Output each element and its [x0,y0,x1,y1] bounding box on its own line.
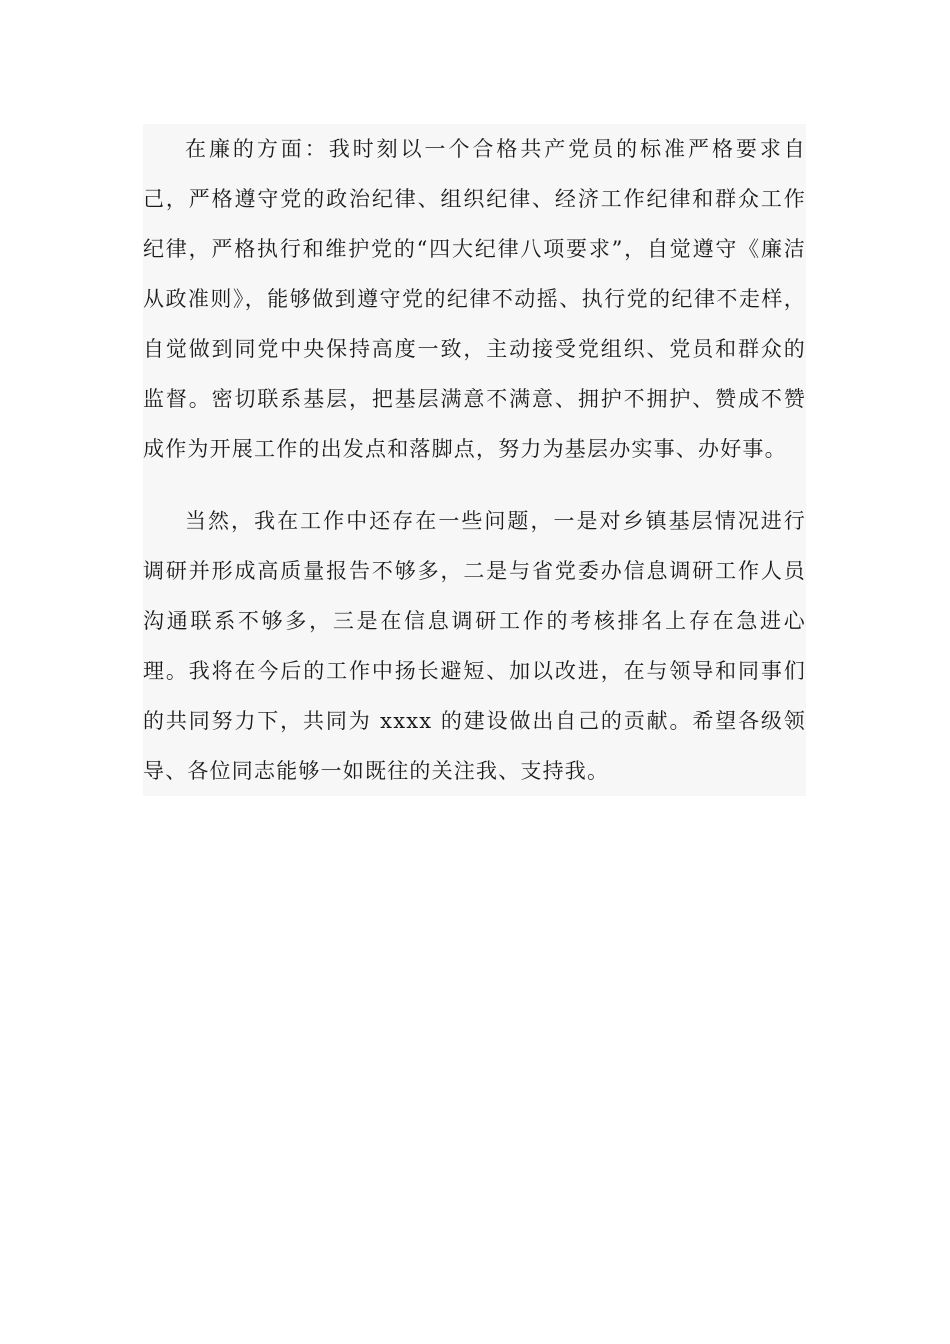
paragraph-problems: 当然，我在工作中还存在一些问题，一是对乡镇基层情况进行调研并形成高质量报告不够多，二是与省党委办信息调研工作人员沟通联系不够多，三是在信息调研工作的考核排名上存在急进心理。我将在今后的工作中扬长避短、加以改进，在与领导和同事们的共同努力下，共同为 xxxx 的建设做出自己的贡献。希望各级领导、各位同志能够一如既往的关注我、支持我。 [143,509,806,783]
text-block [143,124,806,796]
paragraph-integrity: 在廉的方面：我时刻以一个合格共产党员的标准严格要求自己，严格遵守党的政治纪律、组织纪律、经济工作纪律和群众工作纪律，严格执行和维护党的“四大纪律八项要求”，自觉遵守《廉洁从政准则》，能够做到遵守党的纪律不动摇、执行党的纪律不走样，自觉做到同党中央保持高度一致，主动接受党组织、党员和群众的监督。密切联系基层，把基层满意不满意、拥护不拥护、赞成不赞成作为开展工作的出发点和落脚点，努力为基层办实事、办好事。 [143,137,806,461]
